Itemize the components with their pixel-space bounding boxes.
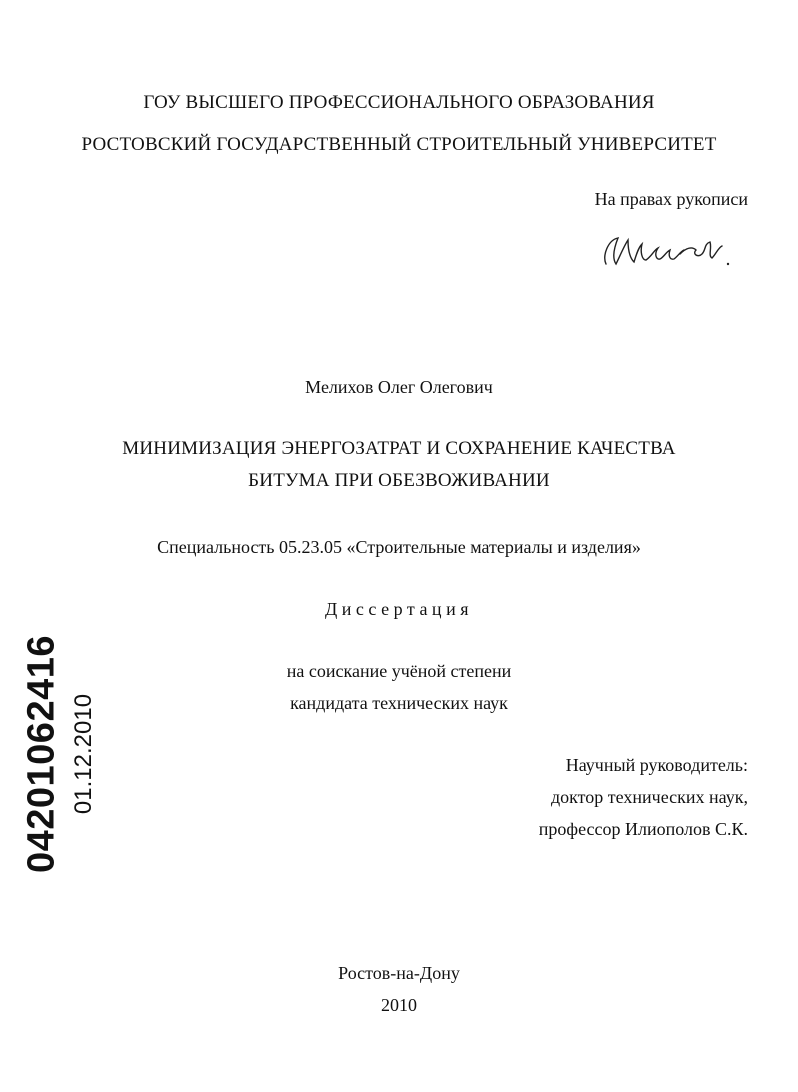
author-name: Мелихов Олег Олегович (305, 377, 493, 397)
supervisor-name: профессор Илиополов С.К. (538, 819, 748, 839)
supervisor-degree: доктор технических наук, (551, 787, 748, 807)
library-stamp (8, 636, 100, 872)
institution-line-2: РОСТОВСКИЙ ГОСУДАРСТВЕННЫЙ СТРОИТЕЛЬНЫЙ УНИВЕРСИТЕТ (81, 134, 717, 155)
stamp-date: 01.12.2010 (70, 693, 97, 815)
document-type: Диссертация (325, 599, 473, 619)
manuscript-note: На правах рукописи (594, 189, 748, 209)
thesis-title-line-2: БИТУМА ПРИ ОБЕЗВОЖИВАНИИ (248, 470, 550, 491)
degree-line-2: кандидата технических наук (290, 693, 508, 713)
specialty: Специальность 05.23.05 «Строительные материалы и изделия» (157, 537, 641, 557)
year: 2010 (381, 995, 417, 1015)
author-signature (600, 226, 734, 272)
city: Ростов-на-Дону (338, 963, 460, 983)
institution-line-1: ГОУ ВЫСШЕГО ПРОФЕССИОНАЛЬНОГО ОБРАЗОВАНИЯ (143, 92, 655, 113)
stamp-number: 04201062416 (20, 635, 63, 873)
supervisor-label: Научный руководитель: (565, 755, 748, 775)
thesis-title-line-1: МИНИМИЗАЦИЯ ЭНЕРГОЗАТРАТ И СОХРАНЕНИЕ КАЧЕСТВА (122, 438, 676, 459)
degree-line-1: на соискание учёной степени (286, 661, 512, 681)
